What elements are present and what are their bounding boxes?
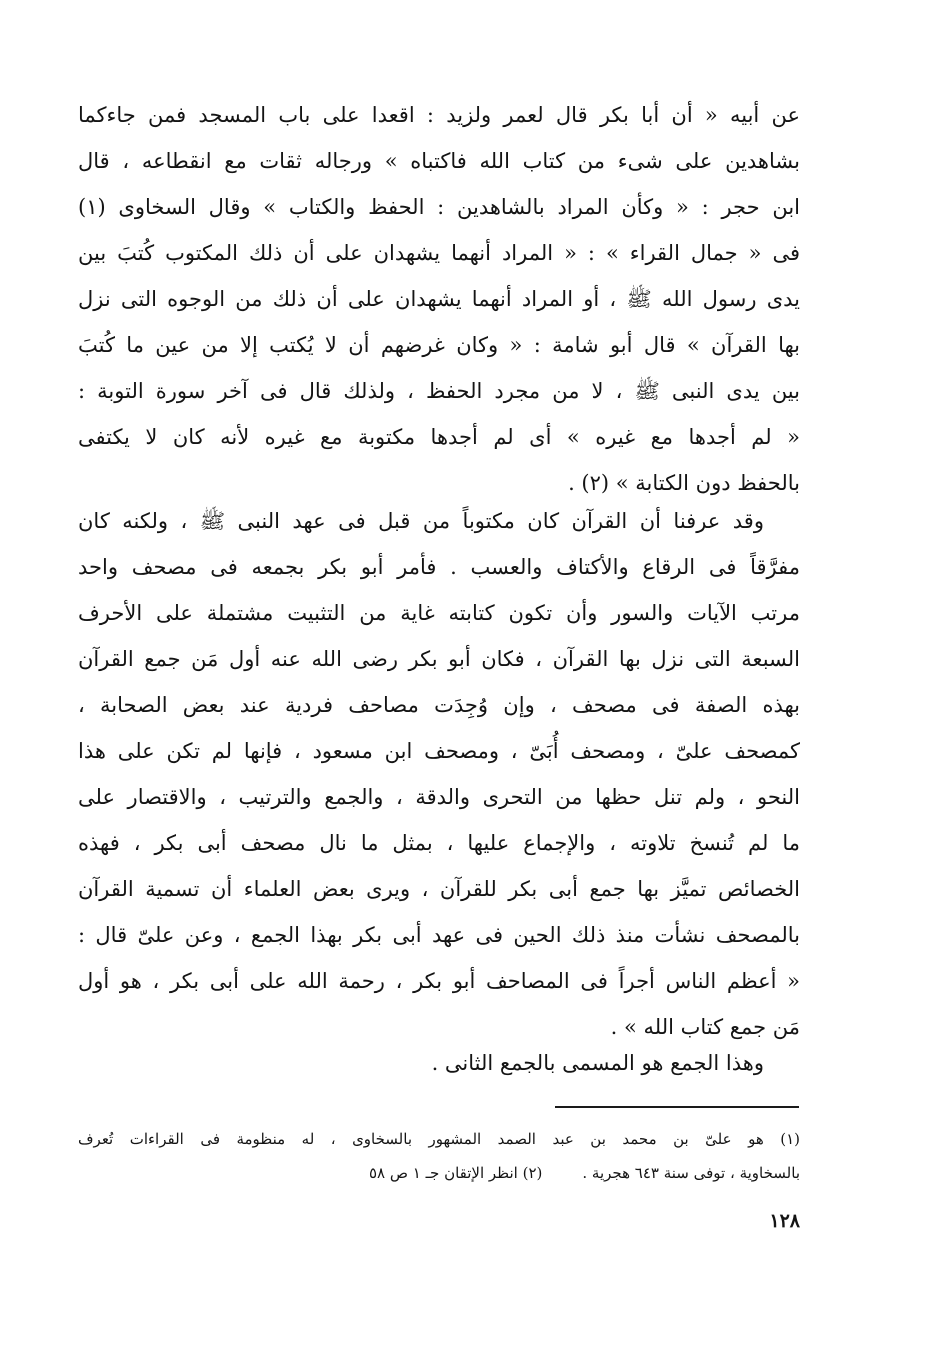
text-line: بالمصحف نشأت منذ ذلك الحين فى عهد أبى بكر بهذا الجمع ، وعن علىّ قال : [78,923,800,947]
text-line: بين يدى النبى ﷺ ، لا من مجرد الحفظ ، ولذلك قال فى آخر سورة التوبة : [78,379,800,403]
text-line: مفرَّقاً فى الرقاع والأكتاف والعسب . فأمر أبو بكر بجمعه فى مصحف واحد [78,555,800,579]
text-line: السبعة التى نزل بها القرآن ، فكان أبو بكر رضى الله عنه أول مَن جمع القرآن [78,647,800,671]
text-line: بها القرآن » قال أبو شامة : « وكان غرضهم أن لا يُكتب إلا من عين ما كُتبَ [78,333,800,357]
page-number: ١٢٨ [769,1210,800,1232]
text-line: عن أبيه « أن أبا بكر قال لعمر ولزيد : اقعدا على باب المسجد فمن جاءكما [78,103,800,127]
text-line: الخصائص تميَّز بها جمع أبى بكر للقرآن ، ويرى بعض العلماء أن تسمية القرآن [78,877,800,901]
paragraph-2 [78,498,800,1050]
text-line: مَن جمع كتاب الله » . [610,1015,800,1039]
footnote-1-continuation: بالسخاوية ، توفى سنة ٦٤٣ هجرية . [582,1164,800,1182]
text-line: مرتب الآيات والسور وأن تكون كتابته غاية من التثبيت مشتملة على الأحرف [78,601,800,625]
footnote-line-2 [78,1156,800,1190]
text-line: « أعظم الناس أجراً فى المصاحف أبو بكر ، رحمة الله على أبى بكر ، هو أول [78,969,800,993]
text-line: النحو ، ولم تنل حظها من التحرى والدقة ، والجمع والترتيب ، والاقتصار على [78,785,800,809]
footnote-2: (٢) انظر الإتقان جـ ١ ص ٥٨ [369,1164,543,1182]
text-line: وهذا الجمع هو المسمى بالجمع الثانى . [431,1051,764,1075]
text-line: بالحفظ دون الكتابة » (٢) . [568,471,800,495]
footnote-separator [555,1106,799,1108]
footnotes [78,1122,800,1190]
text-line: « لم أجدها مع غيره » أى لم أجدها مكتوبة مع غيره لأنه كان لا يكتفى [78,425,800,449]
text-line: كمصحف علىّ ، ومصحف أُبَىّ ، ومصحف ابن مسعود ، فإنها لم تكن على هذا [78,739,800,763]
footnote-1: (١) هو علىّ بن محمد بن عبد الصمد المشهور بالسخاوى ، له منظومة فى القراءات تُعرف [78,1130,800,1148]
text-line: بهذه الصفة فى مصحف ، وإن وُجِدَت مصاحف فردية عند بعض الصحابة ، [78,693,800,717]
text-line: فى « جمال القراء » : « المراد أنهما يشهدان على أن ذلك المكتوب كُتبَ بين [78,241,800,265]
text-line: بشاهدين على شىء من كتاب الله فاكتباه » ورجاله ثقات مع انقطاعه ، قال [78,149,800,173]
paragraph-3 [78,1040,800,1086]
text-line: وقد عرفنا أن القرآن كان مكتوباً من قبل فى عهد النبى ﷺ ، ولكنه كان [78,509,764,533]
text-line: يدى رسول الله ﷺ ، أو المراد أنهما يشهدان على أن ذلك من الوجوه التى نزل [78,287,800,311]
text-line: ابن حجر : « وكأن المراد بالشاهدين : الحفظ والكتاب » وقال السخاوى (١) [78,195,800,219]
paragraph-1 [78,92,800,506]
text-line: ما لم تُنسخ تلاوته ، والإجماع عليها ، بمثل ما نال مصحف أبى بكر ، فهذه [78,831,800,855]
